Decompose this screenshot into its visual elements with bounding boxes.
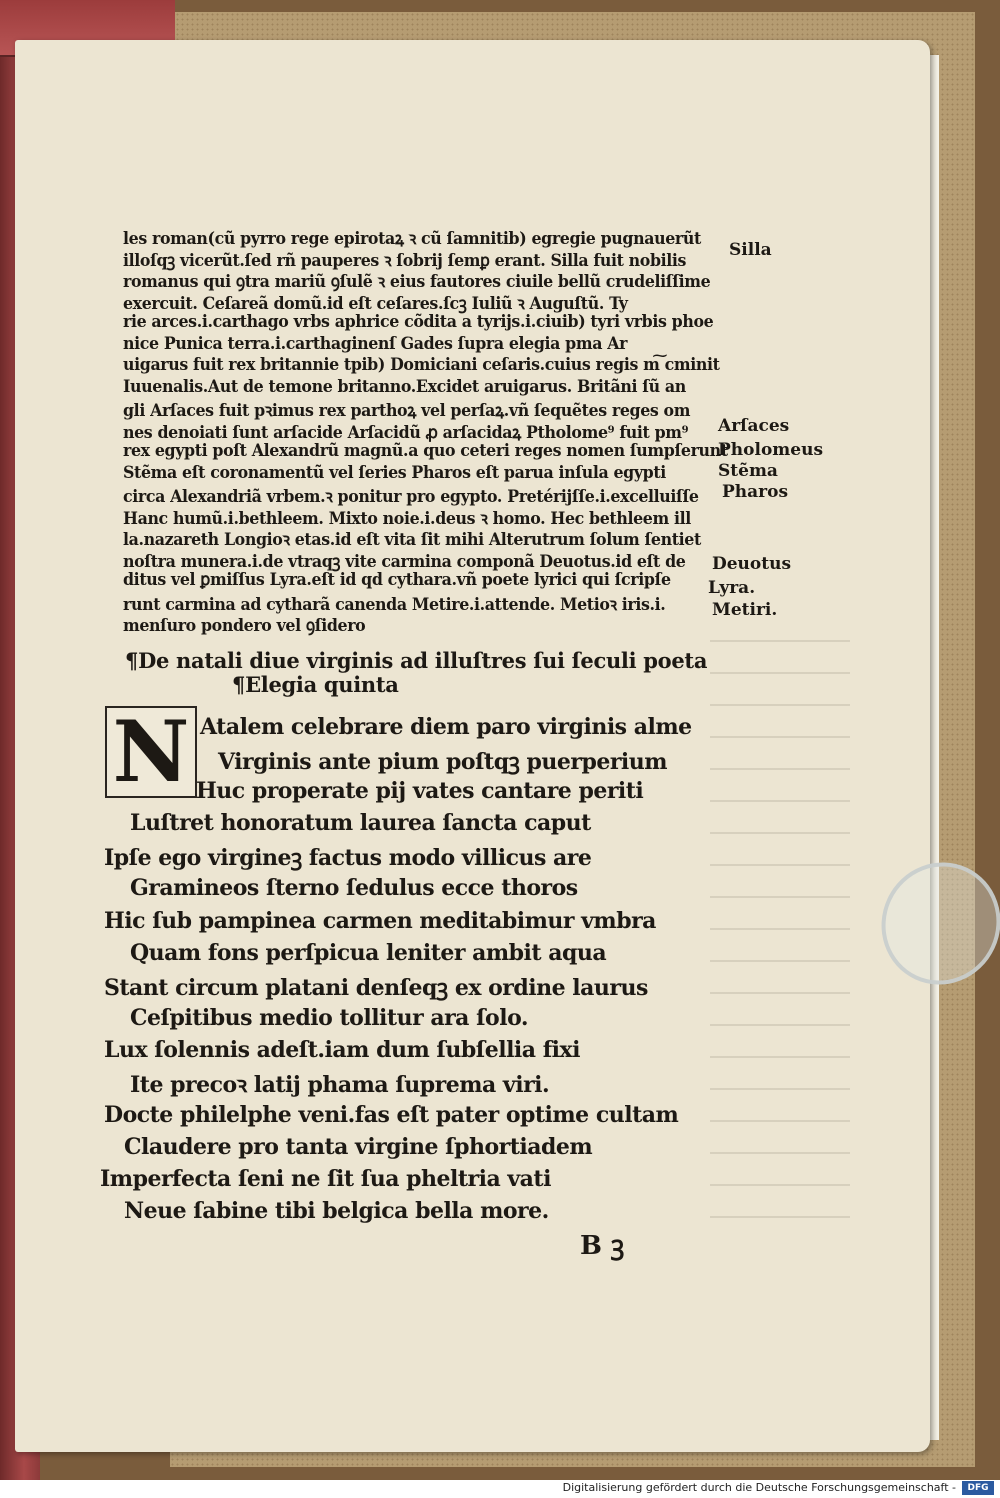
heading-line: De natali diue virginis ad illuſtres ſui ſeculi poeta: [138, 648, 708, 673]
commentary-line: rex egypti poſt Alexandrũ magnũ.a quo ceteri reges nomen ſumpſerunt: [123, 441, 728, 461]
commentary-line: les roman(cũ pyrro rege epirotaꝝ ꝛ cũ ſamnitib) egregie pugnauerũt: [123, 229, 701, 249]
verse-line: Quam fons perſpicua leniter ambit aqua: [130, 940, 607, 966]
commentary-line: illoſqꝫ vicerũt.ſed rñ pauperes ꝛ ſobrij ſemꝑ erant. Silla fuit nobilis: [123, 251, 687, 271]
signature-mark: B ꝫ: [580, 1231, 625, 1261]
verse-line: Ite precoꝛ latij phama ſuprema viri.: [130, 1072, 550, 1098]
poem-heading: [125, 648, 707, 673]
verse-line: Stant circum platani denſeqꝫ ex ordine laurus: [104, 975, 648, 1001]
verse-line: Imperfecta ſeni ne ſit ſua pheltria vati: [100, 1166, 551, 1192]
commentary-line: romanus qui ꝯtra mariũ ꝯſulẽ ꝛ eius fautores ciuile bellũ crudeliſſime: [123, 272, 711, 292]
poem-subheading: [232, 672, 399, 697]
paragraph-mark-icon: ¶: [125, 648, 139, 673]
margin-note: Silla: [729, 240, 772, 260]
subheading-line: Elegia quinta: [245, 672, 399, 697]
verse-line: Ipſe ego virgineꝫ factus modo villicus are: [104, 845, 592, 871]
verse-line: Gramineos ſterno ſedulus ecce thoros: [130, 875, 578, 901]
dfg-logo: DFG: [962, 1481, 994, 1495]
bleed-through-text: [710, 640, 850, 1240]
commentary-line: exercuit. Ceſareã domũ.id eſt ceſares.ſcꝫ Iuliũ ꝛ Auguſtũ. Ty: [123, 294, 628, 314]
commentary-line: menſuro pondero vel ꝯſidero: [123, 616, 366, 636]
commentary-line: rie arces.i.carthago vrbs aphrice cõdita a tyrijs.i.ciuib) tyri vrbis phoe: [123, 312, 714, 332]
margin-note: Pharos: [722, 482, 789, 502]
commentary-line: noſtra munera.i.de vtraqꝫ vite carmina componã Deuotus.id eſt de: [123, 552, 686, 572]
decorated-initial: [105, 702, 197, 801]
initial-letter: N: [112, 702, 190, 801]
commentary-line: Iuuenalis.Aut de temone britanno.Excidet aruigarus. Britãni ſũ an: [123, 377, 686, 397]
verse-line: Hic ſub pampinea carmen meditabimur vmbra: [104, 908, 656, 934]
commentary-line: Stẽma eſt coronamentũ vel ſeries Pharos eſt parua inſula egypti: [123, 463, 666, 483]
footer-bar: [0, 1480, 1000, 1498]
verse-line: Docte philelphe veni.fas eſt pater optime cultam: [104, 1102, 679, 1128]
commentary-line: la.nazareth Longioꝛ etas.id eſt vita ſit mihi Alterutrum ſolum ſentiet: [123, 530, 701, 550]
verse-line: Ceſpitibus medio tollitur ara ſolo.: [130, 1005, 529, 1031]
margin-note: Arſaces: [718, 416, 790, 436]
verse-line: Lux ſolennis adeſt.iam dum ſubſellia fixi: [104, 1037, 580, 1063]
verse-line: Claudere pro tanta virgine ſphortiadem: [124, 1134, 593, 1160]
paragraph-mark-icon: ¶: [232, 672, 246, 697]
verse-line: Luſtret honoratum laurea ſancta caput: [130, 810, 591, 836]
verse-line: Atalem celebrare diem paro virginis alme: [200, 714, 692, 740]
commentary-line: ditus vel ꝑmiſſus Lyra.eſt id qd cythara.vñ poete lyrici qui ſcripſe: [123, 570, 671, 590]
verse-line: Huc properate pij vates cantare periti: [196, 778, 644, 804]
margin-note: Pholomeus: [718, 440, 824, 460]
margin-note: Metiri.: [712, 600, 778, 620]
margin-note: Deuotus: [712, 554, 792, 574]
funding-notice: Digitalisierung gefördert durch die Deutsche Forschungsgemeinschaft -: [562, 1481, 956, 1494]
commentary-line: circa Alexandriã vrbem.ꝛ ponitur pro egypto. Pretérijſſe.i.excelluiſſe: [123, 487, 699, 507]
commentary-line: gli Arſaces fuit pꝛimus rex parthoꝝ vel perſaꝝ.vñ ſequẽtes reges om: [123, 401, 691, 421]
commentary-line: nes denoiati ſunt arſacide Arſacidũ ꝓ arſacidaꝝ Ptholome⁹ fuit pm⁹: [123, 423, 689, 443]
commentary-line: uigarus fuit rex britannie tpib) Domiciani ceſaris.cuius regis m͠ cminit: [123, 355, 720, 375]
verse-line: Neue ſabine tibi belgica bella more.: [124, 1198, 549, 1224]
commentary-line: Hanc humũ.i.bethleem. Mixto noie.i.deus ꝛ homo. Hec bethleem ill: [123, 509, 691, 529]
commentary-line: nice Punica terra.i.carthaginenſ Gades ſupra elegia pma Ar: [123, 334, 628, 354]
margin-note: Lyra.: [708, 578, 756, 598]
verse-line: Virginis ante pium poſtqꝫ puerperium: [218, 749, 668, 775]
commentary-line: runt carmina ad cytharã canenda Metire.i.attende. Metioꝛ iris.i.: [123, 595, 666, 615]
margin-note: Stẽma: [718, 461, 778, 481]
